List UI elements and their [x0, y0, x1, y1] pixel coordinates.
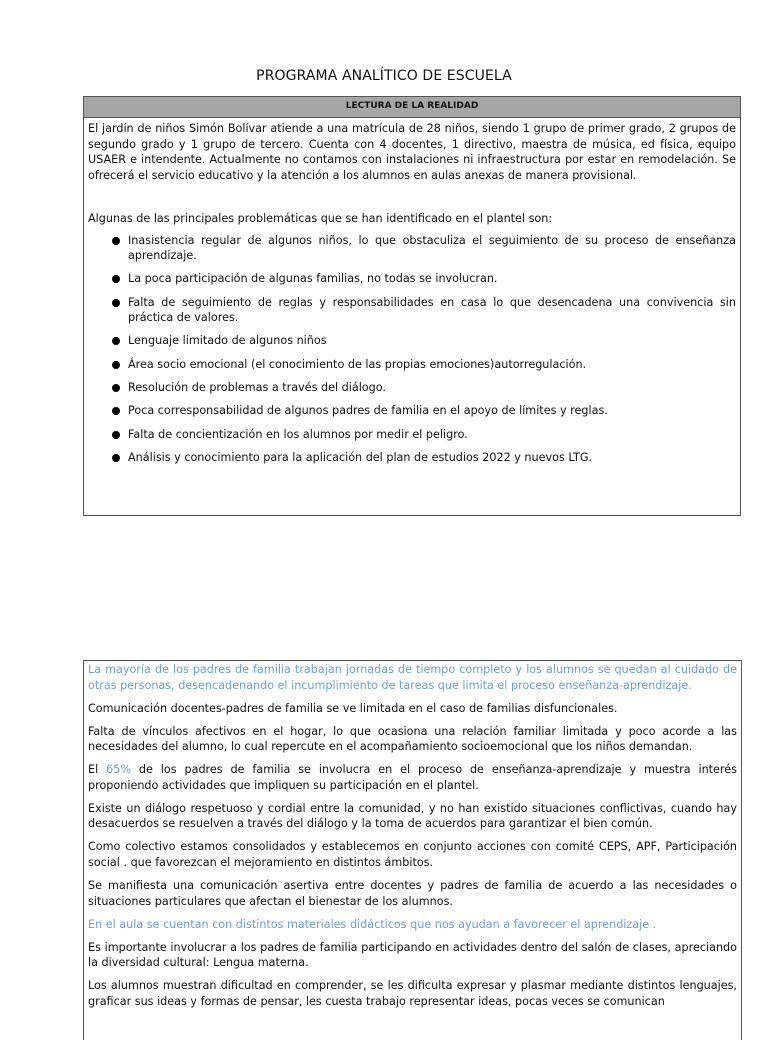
- reality-reading-box: [83, 96, 741, 516]
- percentage-highlight: 65%: [106, 763, 131, 777]
- list-item: Lenguaje limitado de algunos niños: [110, 333, 736, 349]
- bullet-icon: [112, 384, 120, 392]
- bullet-icon: [112, 407, 120, 415]
- list-item: Análisis y conocimiento para la aplicación del plan de estudios 2022 y nuevos LTG.: [110, 450, 736, 466]
- bullet-icon: [112, 337, 120, 345]
- list-item: Área socio emocional (el conocimiento de las propias emociones)autorregulación.: [110, 357, 736, 373]
- document-title: PROGRAMA ANALÍTICO DE ESCUELA: [256, 68, 512, 84]
- paragraph-work-schedules: La mayoría de los padres de familia trabajan jornadas de tiempo completo y los alumnos se quedan al cuidado de otras personas, desencadenando el incumplimiento de tareas que limita el proceso enseñanza-aprendizaje.: [88, 663, 737, 692]
- bullet-icon: [112, 275, 120, 283]
- bullet-icon: [112, 299, 120, 307]
- paragraph-involve-parents: Es importante involucrar a los padres de familia participando en actividades dentro del salón de clases, apreciando la diversidad cultural: Lengua materna.: [88, 940, 737, 970]
- reality-reading-body: [84, 118, 740, 465]
- bullet-icon: [112, 361, 120, 369]
- paragraph-parent-involvement: El 65% de los padres de familia se involucra en el proceso de enseñanza-aprendizaje y muestra interés proponiendo actividades que impliquen su participación en el plantel.: [88, 763, 737, 792]
- bullet-icon: [112, 237, 120, 245]
- paragraph-affective-bonds: Falta de vínculos afectivos en el hogar, lo que ocasiona una relación familiar limitada y poco acorde a las necesidades del alumno, lo cual repercute en el acompañamiento socioemocional que los niños demandan.: [88, 724, 737, 754]
- list-item: Resolución de problemas a través del diálogo.: [110, 380, 736, 396]
- paragraph-assertive-communication: Se manifiesta una comunicación asertiva entre docentes y padres de familia de acuerdo a las necesidades o situaciones particulares que afectan el bienestar de los alumnos.: [88, 879, 737, 908]
- observations-box: [83, 660, 742, 1040]
- problems-lead: Algunas de las principales problemáticas que se han identificado en el plantel son:: [88, 212, 553, 225]
- paragraph-student-difficulties: Los alumnos muestran dificultad en comprender, se les dificulta expresar y plasmar mediante distintos lenguajes, graficar sus ideas y formas de pensar, les cuesta trabajo representar ideas, pocas veces se comunican: [88, 979, 737, 1008]
- list-item: Falta de concientización en los alumnos por medir el peligro.: [110, 427, 736, 443]
- paragraph-collective: Como colectivo estamos consolidados y establecemos en conjunto acciones con comité CEPS, APF, Participación social . que favorezcan el mejoramiento en distintos ámbitos.: [88, 840, 737, 869]
- problems-list: [88, 233, 736, 466]
- list-item: Poca corresponsabilidad de algunos padres de familia en el apoyo de límites y reglas.: [110, 403, 736, 419]
- paragraph-communication: Comunicación docentes-padres de familia se ve limitada en el caso de familias disfuncionales.: [88, 701, 618, 715]
- list-item: La poca participación de algunas familias, no todas se involucran.: [110, 271, 736, 287]
- paragraph-materials: En el aula se cuentan con distintos materiales didácticos que nos ayudan a favorecer el aprendizaje .: [88, 917, 657, 931]
- list-item: Inasistencia regular de algunos niños, lo que obstaculiza el seguimiento de su proceso de enseñanza aprendizaje.: [110, 233, 736, 264]
- paragraph-dialogue: Existe un diálogo respetuoso y cordial entre la comunidad, y no han existido situaciones conflictivas, cuando hay desacuerdos se resuelven a través del diálogo y la toma de acuerdos para garantizar el bien común.: [88, 801, 737, 831]
- list-item: Falta de seguimiento de reglas y responsabilidades en casa lo que desencadena una convivencia sin práctica de valores.: [110, 295, 736, 326]
- bullet-icon: [112, 431, 120, 439]
- school-description: El jardín de niños Simón Bolívar atiende a una matrícula de 28 niños, siendo 1 grupo de primer grado, 2 grupos de segundo grado y 1 grupo de tercero. Cuenta con 4 docentes, 1 directivo, maestra de música, ed física, equipo USAER e intendente. Actualmente no contamos con instalaciones ni infraestructura por estar en remodelación. Se ofrecerá el servicio educativo y la atención a los alumnos en aulas anexas de manera provisional.: [88, 122, 736, 182]
- section-header: LECTURA DE LA REALIDAD: [84, 97, 740, 118]
- bullet-icon: [112, 454, 120, 462]
